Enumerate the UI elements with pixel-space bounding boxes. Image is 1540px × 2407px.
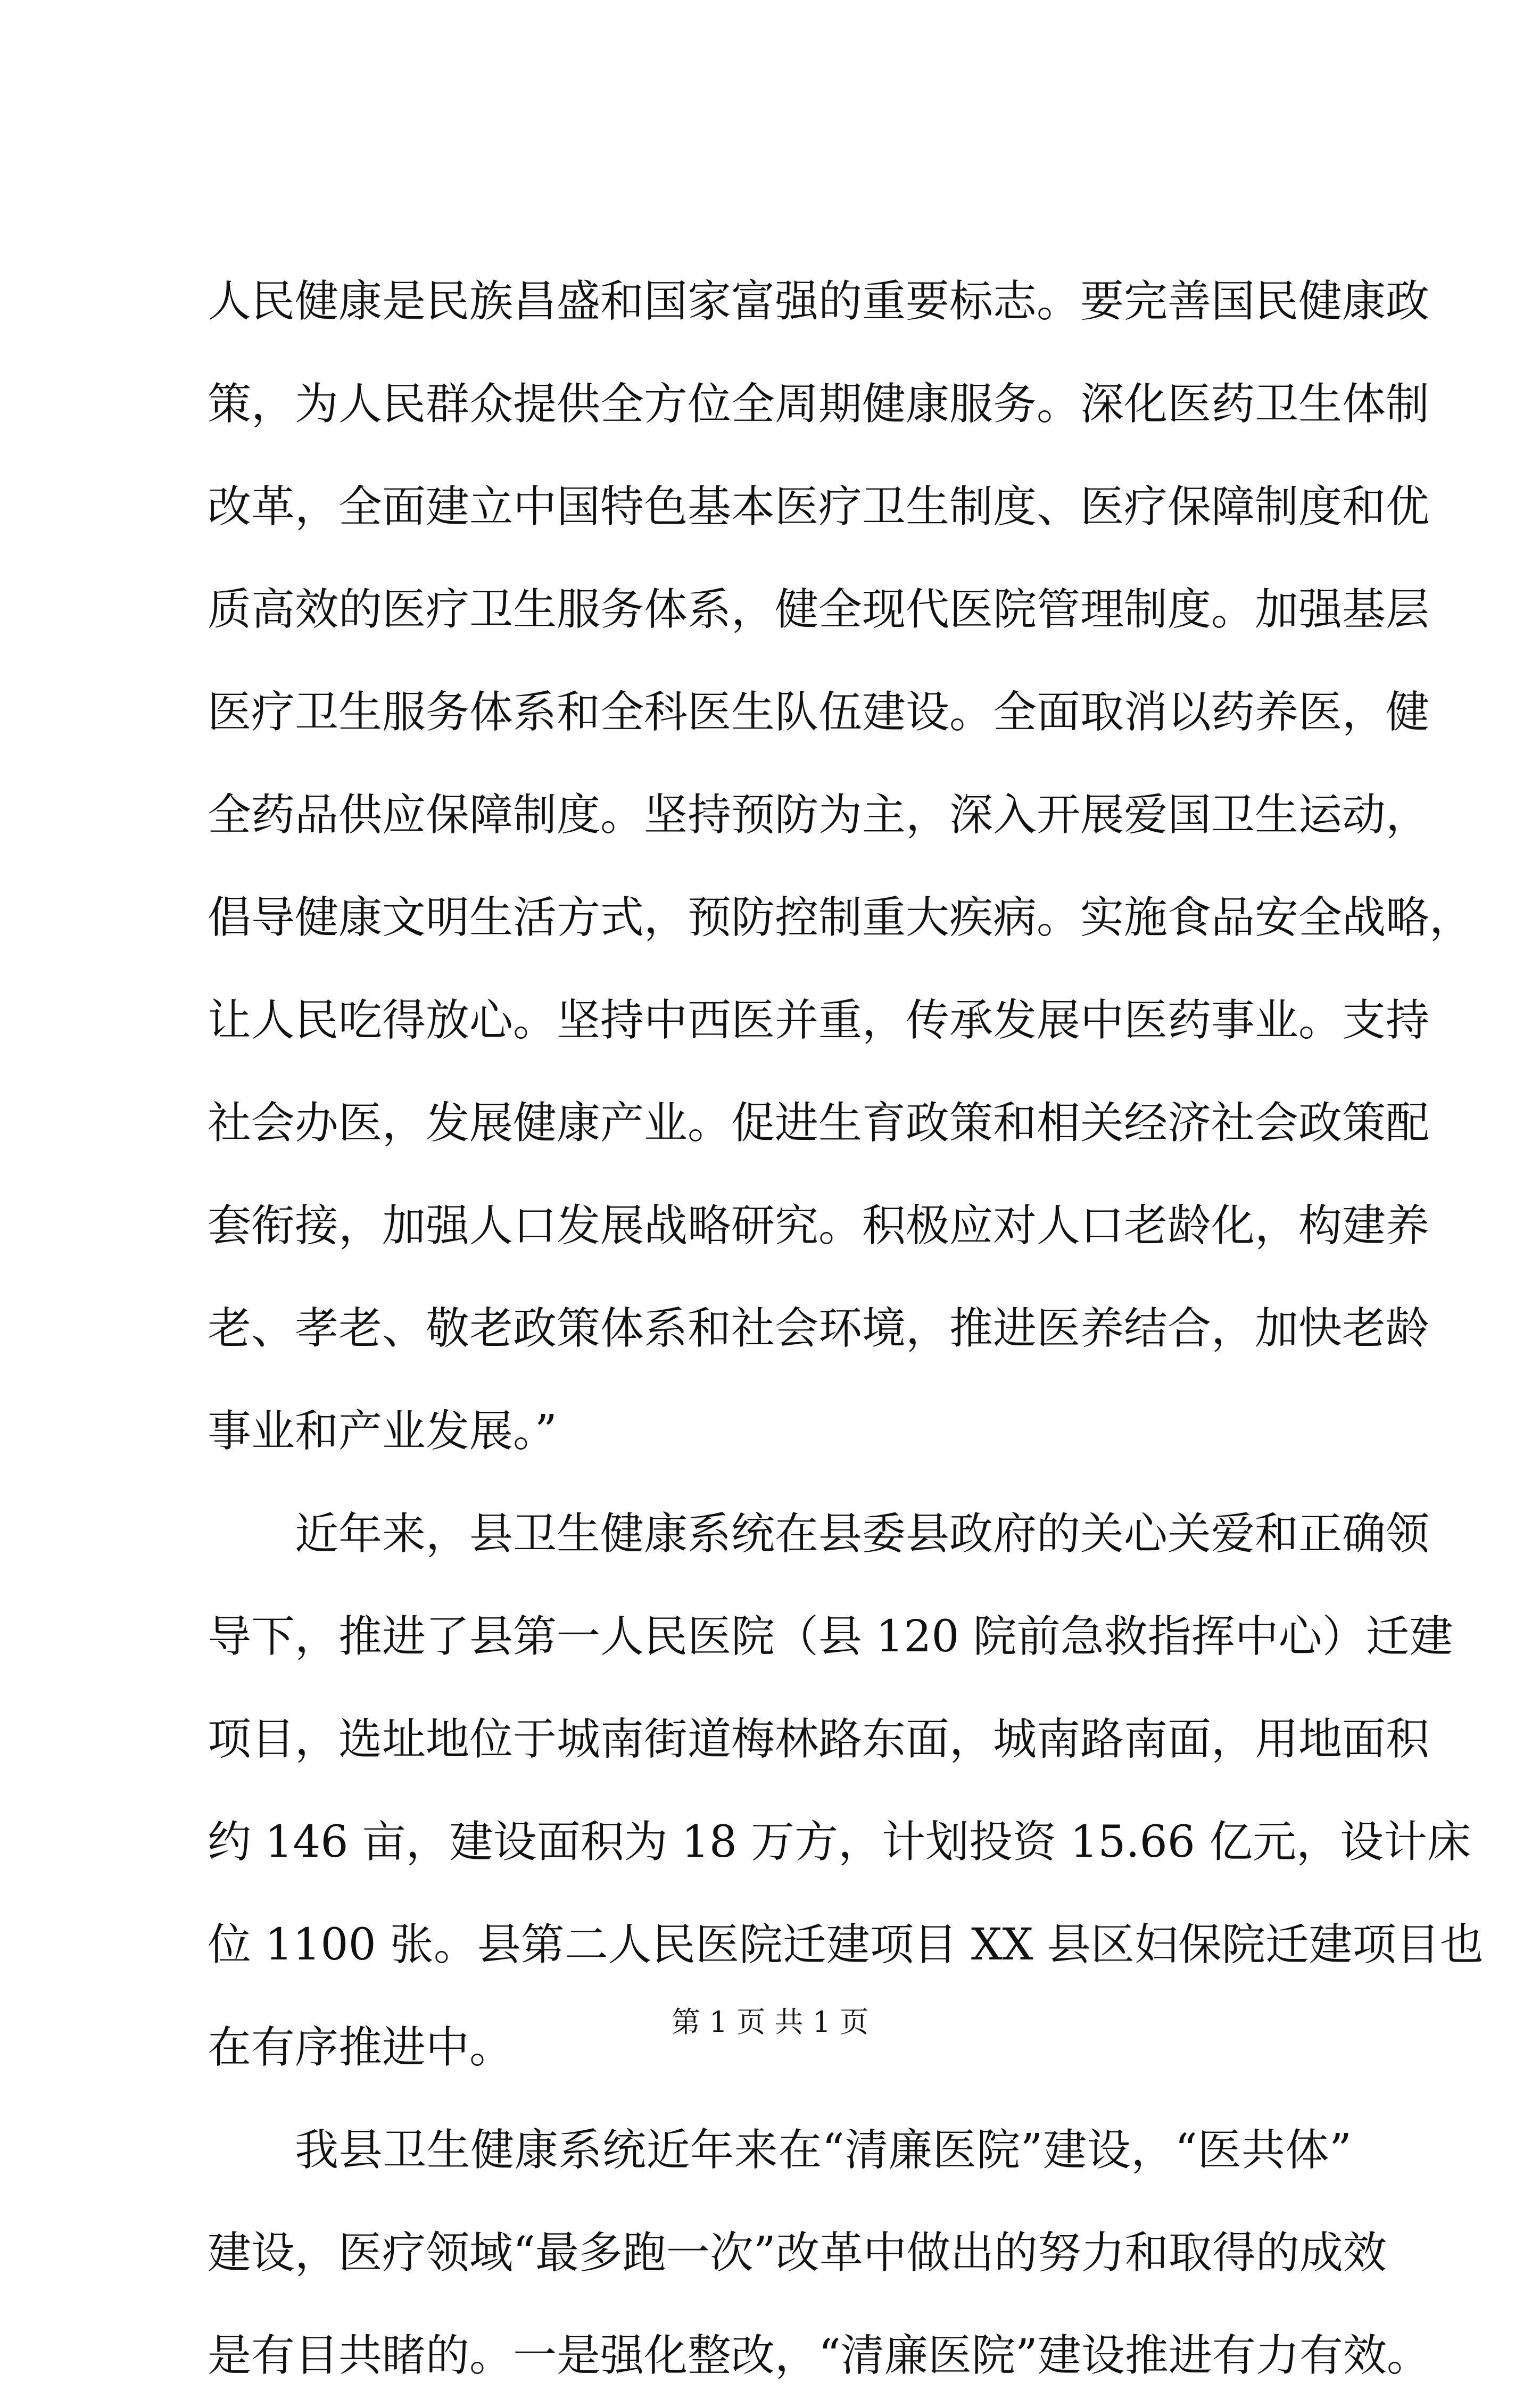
text-line: 约 146 亩，建设面积为 18 万方，计划投资 15.66 亿元，设计床 [208,1817,1471,1867]
text-line: 让人民吃得放心。坚持中西医并重，传承发展中医药事业。支持 [208,995,1430,1046]
body-text [208,250,1484,2407]
text-line: 策，为人民群众提供全方位全周期健康服务。深化医药卫生体制 [208,379,1430,429]
text-line: 改革，全面建立中国特色基本医疗卫生制度、医疗保障制度和优 [208,482,1430,532]
text-line: 质高效的医疗卫生服务体系，健全现代医院管理制度。加强基层 [208,584,1430,635]
text-line: 位 1100 张。县第二人民医院迁建项目 XX 县区妇保院迁建项目也 [208,1920,1484,1970]
text-line: 在有序推进中。 [208,2022,514,2073]
paragraph-3 [208,2099,1430,2407]
text-line: 社会办医，发展健康产业。促进生育政策和相关经济社会政策配 [208,1098,1430,1148]
text-line: 事业和产业发展。” [208,1406,557,1457]
text-line: 建设，医疗领域“最多跑一次”改革中做出的努力和取得的成效 [208,2228,1387,2278]
text-line: 医疗卫生服务体系和全科医生队伍建设。全面取消以药养医，健 [208,687,1430,738]
text-line: 是有目共睹的。一是强化整改，“清廉医院”建设推进有力有效。 [208,2330,1430,2381]
text-line: 导下，推进了县第一人民医院（县 120 院前急救指挥中心）迁建 [208,1611,1453,1662]
page-number-label: 第 1 页 共 1 页 [671,2005,869,2039]
text-line: 近年来，县卫生健康系统在县委县政府的关心关爱和正确领 [295,1509,1430,1559]
page-footer [0,2001,1540,2044]
text-line: 人民健康是民族昌盛和国家富强的重要标志。要完善国民健康政 [208,276,1430,327]
text-line: 倡导健康文明生活方式，预防控制重大疾病。实施食品安全战略， [208,892,1473,943]
text-line: 老、孝老、敬老政策体系和社会环境，推进医养结合，加快老龄 [208,1303,1430,1354]
text-line: 我县卫生健康系统近年来在“清廉医院”建设，“医共体” [295,2125,1352,2176]
text-line: 项目，选址地位于城南街道梅林路东面，城南路南面，用地面积 [208,1714,1430,1765]
text-line: 全药品供应保障制度。坚持预防为主，深入开展爱国卫生运动， [208,790,1430,840]
text-line: 套衔接，加强人口发展战略研究。积极应对人口老龄化，构建养 [208,1201,1430,1251]
paragraph-1 [208,250,1473,1483]
